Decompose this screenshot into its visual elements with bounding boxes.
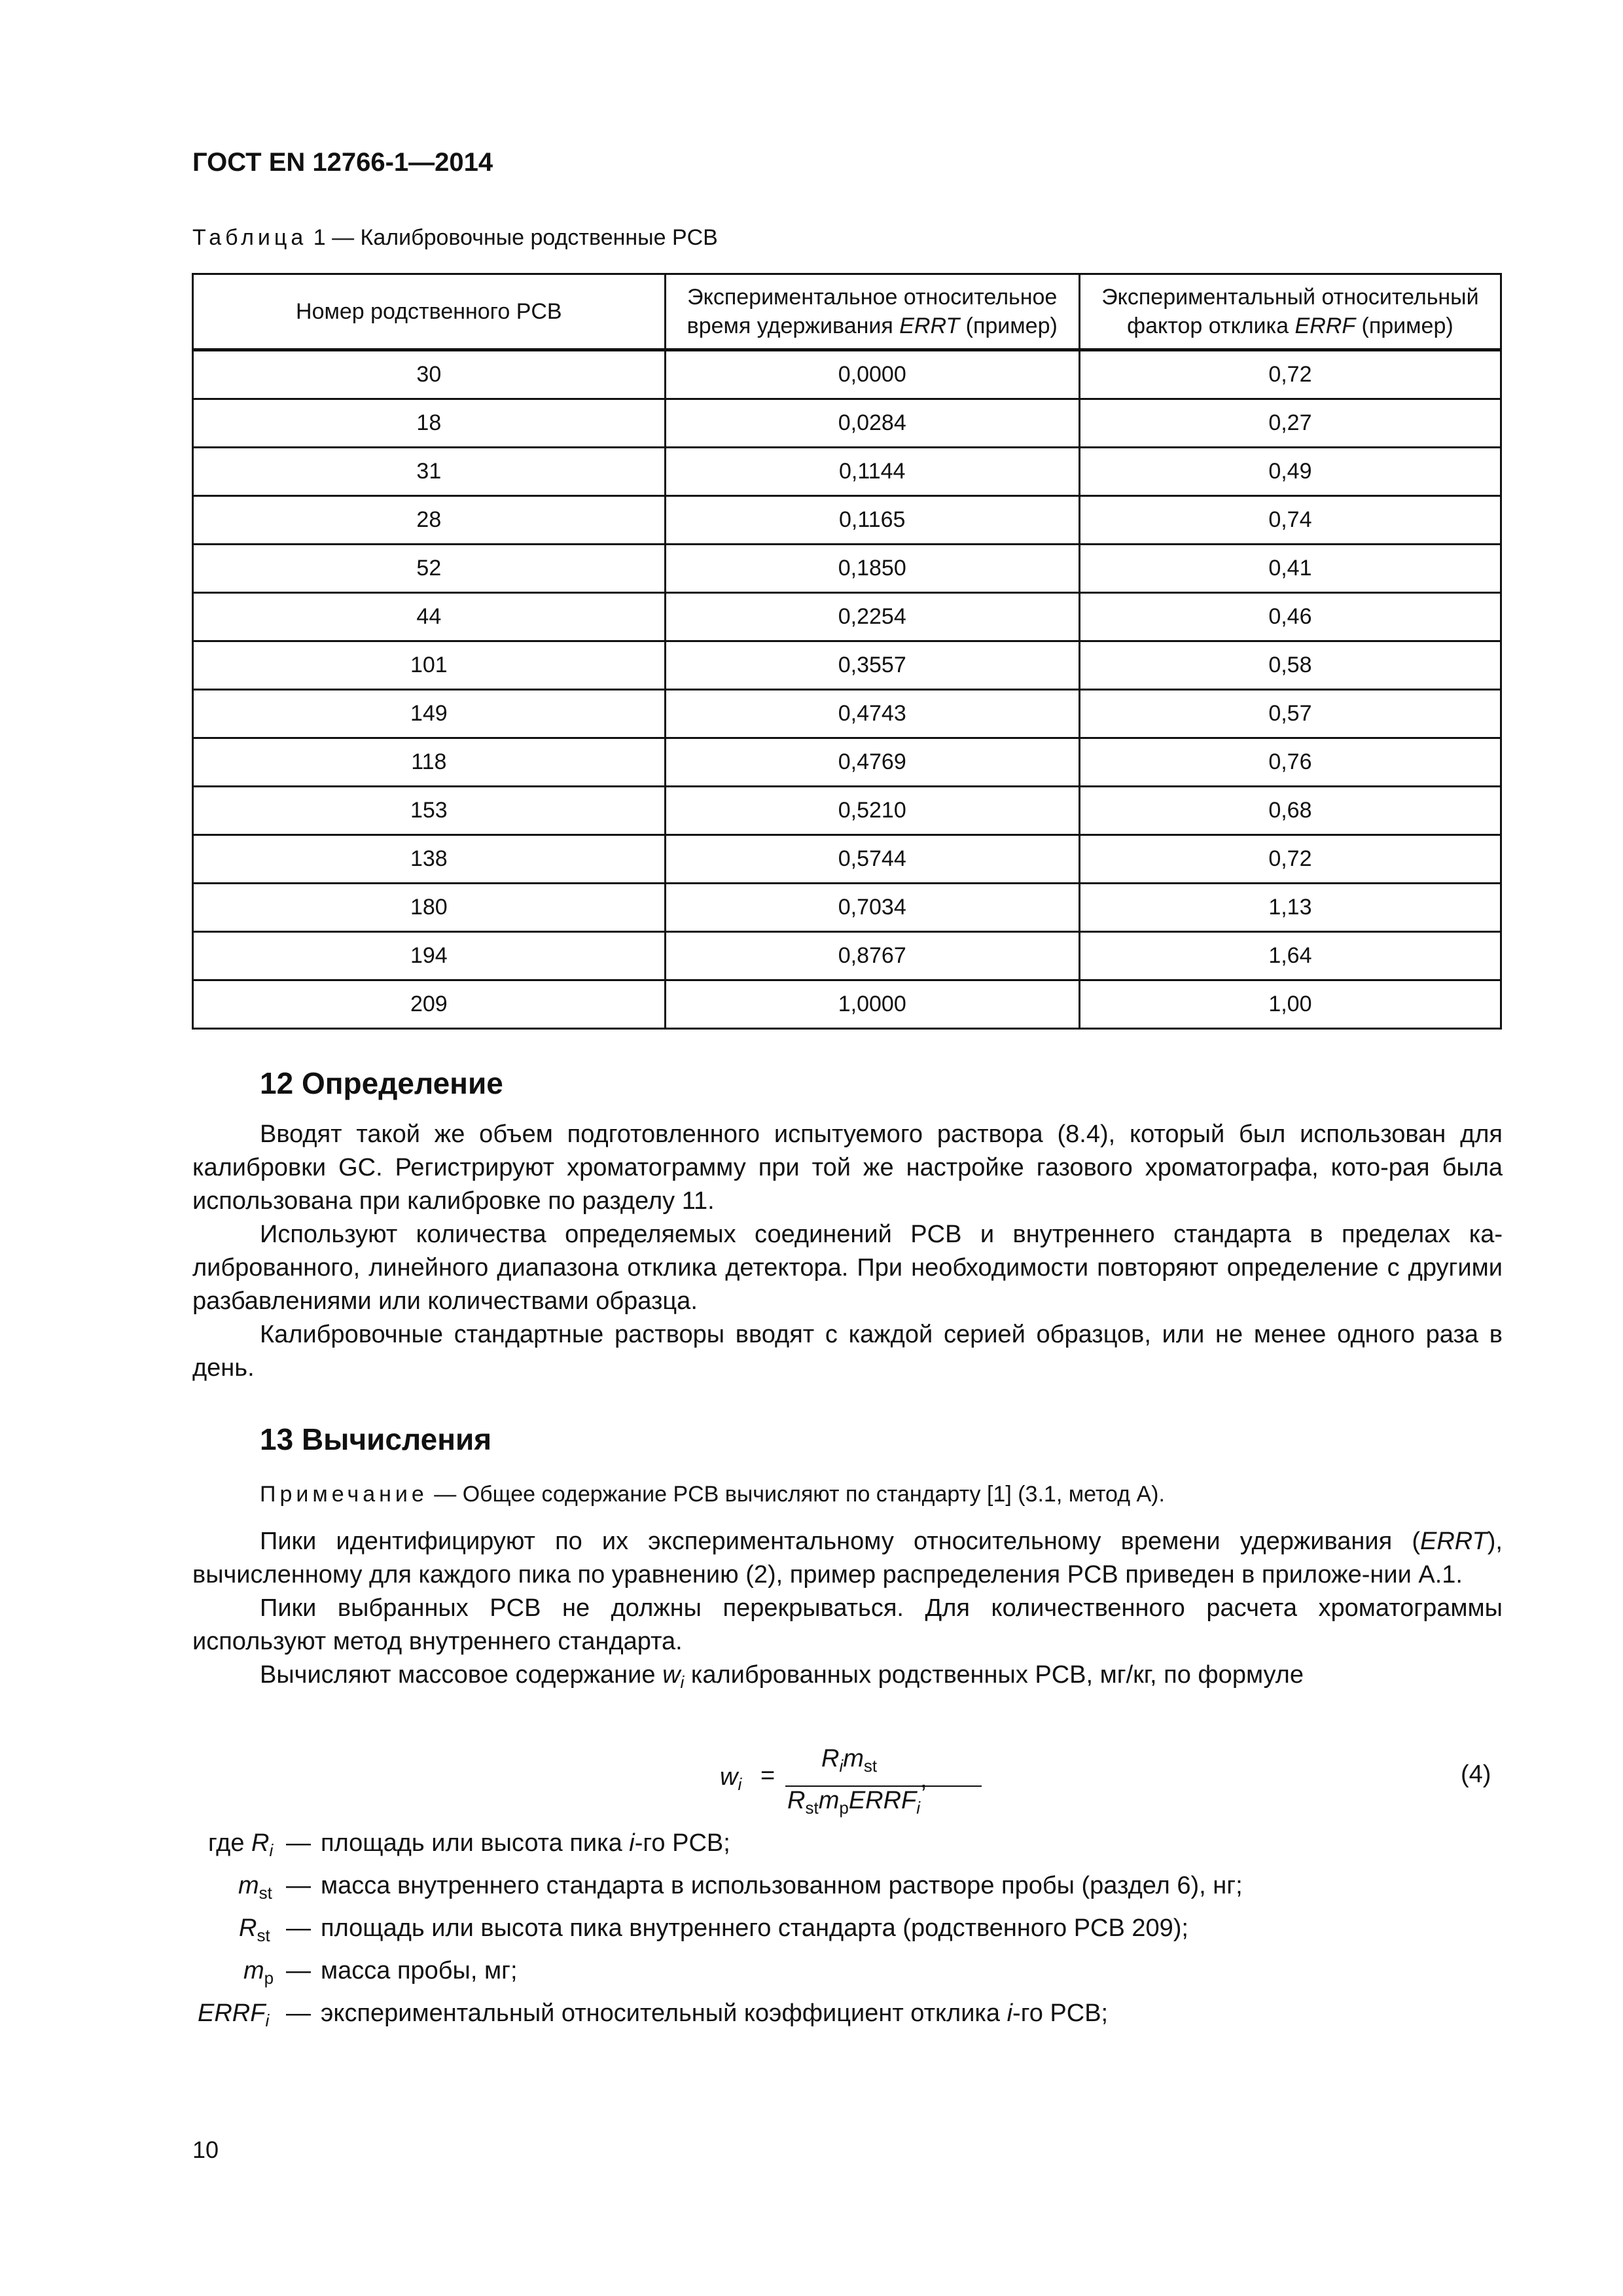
- calibration-pcb-table: [192, 273, 1502, 1030]
- page-number: 10: [192, 2136, 219, 2163]
- table-row: [193, 932, 1501, 980]
- cell-errf: 0,49: [1079, 448, 1501, 496]
- definition-row: [0, 1914, 1623, 1954]
- table-caption-word: Таблица: [192, 225, 308, 250]
- section-12-title: 12 Определение: [260, 1066, 503, 1100]
- section-13-title: 13 Вычисления: [260, 1422, 492, 1456]
- definition-text: масса внутреннего стандарта в использованном растворе пробы (раздел 6), нг;: [321, 1872, 1243, 1899]
- num-m: m: [843, 1745, 864, 1772]
- symbol-sub: i: [269, 1840, 274, 1860]
- formula-comma: ,: [920, 1766, 927, 1793]
- header-errt: [665, 274, 1079, 350]
- definition-row: [0, 2000, 1623, 2039]
- symbol-var: m: [243, 1957, 264, 1984]
- table-row: [193, 399, 1501, 448]
- cell-pcb-number: 31: [193, 448, 666, 496]
- num-r-sub: i: [839, 1756, 844, 1776]
- cell-errt: 0,2254: [665, 593, 1079, 641]
- formula-4: [720, 1745, 929, 1826]
- note-text: — Общее содержание PCB вычисляют по стандарту [1] (3.1, метод А).: [427, 1482, 1165, 1507]
- cell-errt: 0,5744: [665, 835, 1079, 884]
- num-m-sub: st: [863, 1756, 878, 1776]
- definition-row: [0, 1872, 1623, 1911]
- cell-errf: 0,27: [1079, 399, 1501, 448]
- definition-row: [0, 1829, 1623, 1869]
- p3-var-sub: i: [680, 1672, 685, 1692]
- definition-dash: —: [286, 2000, 311, 2027]
- cell-errf: 1,00: [1079, 980, 1501, 1029]
- formula-lhs: [720, 1763, 742, 1794]
- cell-pcb-number: 194: [193, 932, 666, 980]
- symbol-var: m: [238, 1872, 259, 1899]
- header-pcb-number: Номер родственного PCB: [193, 274, 666, 350]
- definition-symbol: [243, 1957, 274, 1988]
- cell-pcb-number: 138: [193, 835, 666, 884]
- definition-text: масса пробы, мг;: [321, 1957, 518, 1984]
- definition-dash: —: [286, 1872, 311, 1899]
- definition-dash: —: [286, 1914, 311, 1942]
- symbol-var: R: [251, 1829, 270, 1857]
- cell-errt: 0,4769: [665, 738, 1079, 787]
- table-row: [193, 738, 1501, 787]
- cell-errt: 0,7034: [665, 884, 1079, 932]
- section-12-paragraph: Используют количества определяемых соединений PCB и внутреннего стандарта в пределах ка-либрованного, линейного диапазона отклика детектора. При необходимости повторяют определение с другими разбавлениями или количествами образца.: [192, 1221, 1503, 1315]
- cell-errf: 0,58: [1079, 641, 1501, 690]
- p1-text-end: ), вычисленному для каждого пика по уравнению (2), пример распределения PCB приведен в приложе-нии А.1.: [192, 1528, 1503, 1588]
- table-caption-text: 1 — Калибровочные родственные PCB: [307, 225, 718, 250]
- cell-errf: 0,68: [1079, 787, 1501, 835]
- cell-pcb-number: 30: [193, 350, 666, 399]
- definition-symbol: [251, 1829, 274, 1860]
- table-row: [193, 593, 1501, 641]
- cell-errt: 0,3557: [665, 641, 1079, 690]
- p1-text: Пики идентифицируют по их экспериментальному относительному времени удерживания (: [260, 1528, 1421, 1555]
- cell-errf: 0,74: [1079, 496, 1501, 545]
- cell-pcb-number: 209: [193, 980, 666, 1029]
- symbol-sub: i: [265, 2011, 270, 2030]
- p3-text: Вычисляют массовое содержание: [260, 1661, 663, 1689]
- cell-pcb-number: 180: [193, 884, 666, 932]
- header-errt-line2-post: (пример): [959, 314, 1058, 338]
- table-body: [193, 350, 1501, 1029]
- den-r-sub: st: [805, 1798, 819, 1818]
- header-errf-line1: Экспериментальный относительный: [1101, 285, 1479, 310]
- cell-pcb-number: 101: [193, 641, 666, 690]
- cell-errf: 0,72: [1079, 835, 1501, 884]
- formula-equals: =: [760, 1762, 776, 1789]
- cell-pcb-number: 153: [193, 787, 666, 835]
- cell-pcb-number: 28: [193, 496, 666, 545]
- cell-errt: 0,0000: [665, 350, 1079, 399]
- definition-row: [0, 1957, 1623, 1996]
- cell-errf: 1,13: [1079, 884, 1501, 932]
- p1-errt: ERRT: [1420, 1528, 1488, 1555]
- cell-pcb-number: 52: [193, 545, 666, 593]
- where-word: где: [208, 1829, 245, 1857]
- symbol-sub: st: [259, 1883, 272, 1903]
- den-r: R: [787, 1787, 806, 1814]
- table-row: [193, 884, 1501, 932]
- note-word: Примечание: [260, 1482, 428, 1507]
- symbol-sub: st: [257, 1926, 270, 1945]
- table-row: [193, 448, 1501, 496]
- section-12-body: [192, 1118, 1503, 1385]
- cell-errt: 0,1850: [665, 545, 1079, 593]
- definition-text-em: i: [1007, 2000, 1013, 2027]
- definition-dash: —: [286, 1957, 311, 1984]
- symbol-sub: p: [264, 1968, 274, 1988]
- table-caption: [192, 225, 718, 251]
- header-errt-abbr: ERRT: [899, 314, 960, 338]
- den-m: m: [818, 1787, 840, 1814]
- cell-errf: 0,41: [1079, 545, 1501, 593]
- cell-errt: 0,0284: [665, 399, 1079, 448]
- cell-pcb-number: 18: [193, 399, 666, 448]
- den-errf: ERRF: [848, 1787, 917, 1814]
- note: [260, 1482, 1165, 1507]
- cell-errf: 0,46: [1079, 593, 1501, 641]
- section-13-paragraph: Пики выбранных PCB не должны перекрываться. Для количественного расчета хроматограммы используют метод внутреннего стандарта.: [192, 1594, 1503, 1655]
- table-row: [193, 641, 1501, 690]
- cell-errt: 0,1165: [665, 496, 1079, 545]
- header-errt-line2-pre: время удерживания: [687, 314, 900, 338]
- section-12-paragraph: Вводят такой же объем подготовленного испытуемого раствора (8.4), который был использован для калибровки GC. Регистрируют хроматограмму при той же настройке газового хроматографа, кото-рая была использована при калибровке по разделу 11.: [192, 1121, 1503, 1215]
- header-errt-line1: Экспериментальное относительное: [687, 285, 1058, 310]
- cell-errt: 0,1144: [665, 448, 1079, 496]
- cell-errf: 1,64: [1079, 932, 1501, 980]
- cell-pcb-number: 118: [193, 738, 666, 787]
- definition-symbol: [198, 2000, 269, 2028]
- cell-errt: 0,5210: [665, 787, 1079, 835]
- definition-dash: —: [286, 1829, 311, 1857]
- table-row: [193, 350, 1501, 399]
- cell-errf: 0,57: [1079, 690, 1501, 738]
- table-row: [193, 787, 1501, 835]
- section-13-paragraph: [192, 1659, 1503, 1694]
- formula-lhs-sub: i: [738, 1774, 742, 1794]
- cell-errf: 0,76: [1079, 738, 1501, 787]
- document-code: ГОСТ EN 12766-1—2014: [192, 148, 493, 177]
- num-r: R: [821, 1745, 840, 1772]
- formula-numerator: [821, 1745, 878, 1776]
- table-row: [193, 980, 1501, 1029]
- header-errf-abbr: ERRF: [1294, 314, 1356, 338]
- header-errf-line2-pre: фактор отклика: [1127, 314, 1295, 338]
- table-header-row: [193, 274, 1501, 350]
- definition-text-post: -го PCB;: [634, 1829, 730, 1857]
- section-13-body: [192, 1525, 1503, 1694]
- cell-pcb-number: 149: [193, 690, 666, 738]
- definition-text-pre: экспериментальный относительный коэффициент отклика: [321, 2000, 1007, 2027]
- table-row: [193, 545, 1501, 593]
- header-errf-line2-post: (пример): [1355, 314, 1454, 338]
- cell-errt: 0,8767: [665, 932, 1079, 980]
- cell-errt: 1,0000: [665, 980, 1079, 1029]
- symbol-var: R: [239, 1914, 257, 1942]
- formula-lhs-var: w: [720, 1763, 738, 1791]
- den-errf-sub: i: [916, 1798, 921, 1818]
- cell-errt: 0,4743: [665, 690, 1079, 738]
- cell-errf: 0,72: [1079, 350, 1501, 399]
- definition-text: [321, 1829, 730, 1857]
- table-row: [193, 496, 1501, 545]
- definition-text-pre: площадь или высота пика: [321, 1829, 630, 1857]
- table-row: [193, 690, 1501, 738]
- symbol-var: ERRF: [198, 2000, 266, 2027]
- cell-pcb-number: 44: [193, 593, 666, 641]
- section-12-paragraph: Калибровочные стандартные растворы вводят с каждой серией образцов, или не менее одного раза в день.: [192, 1321, 1503, 1382]
- p3-text-end: калиброванных родственных PCB, мг/кг, по формуле: [684, 1661, 1304, 1689]
- den-m-sub: p: [839, 1798, 849, 1818]
- definition-text-em: i: [629, 1829, 635, 1857]
- definition-text-post: -го PCB;: [1012, 2000, 1109, 2027]
- definition-text: [321, 2000, 1108, 2028]
- definition-symbol: [238, 1872, 272, 1903]
- p3-var: w: [662, 1661, 681, 1689]
- formula-number: (4): [1461, 1761, 1491, 1788]
- header-errf: [1079, 274, 1501, 350]
- definition-text: площадь или высота пика внутреннего стандарта (родственного PCB 209);: [321, 1914, 1188, 1942]
- table-row: [193, 835, 1501, 884]
- section-13-paragraph: [192, 1525, 1503, 1592]
- definition-symbol: [239, 1914, 270, 1943]
- formula-denominator: [787, 1787, 921, 1818]
